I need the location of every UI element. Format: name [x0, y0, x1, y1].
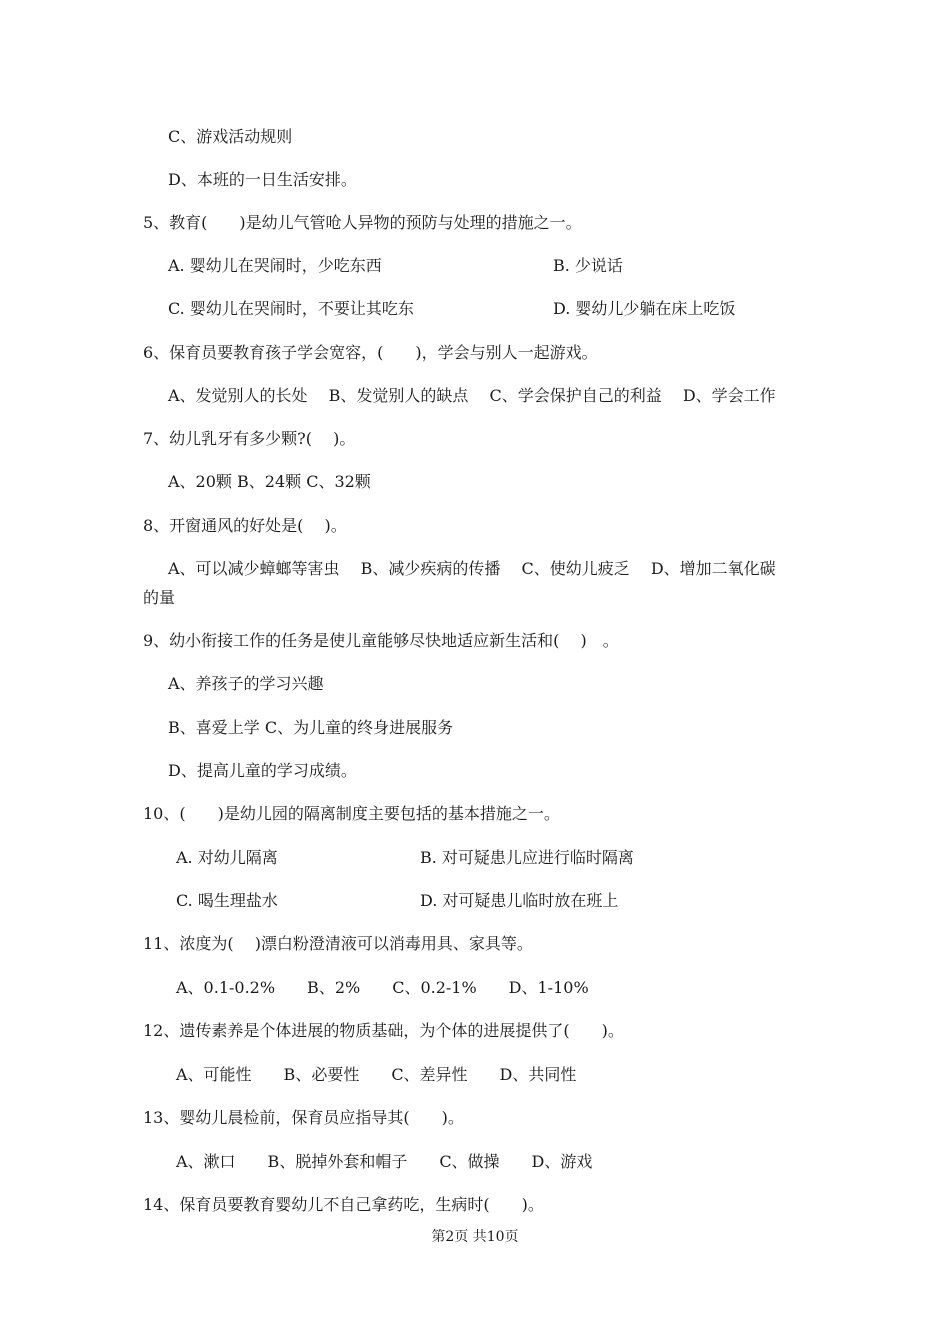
- question-14: 14、保育员要教育婴幼儿不自己拿药吃，生病时( )。: [143, 1195, 544, 1214]
- question-5: 5、教育( )是幼儿气管呛人异物的预防与处理的措施之一。: [143, 213, 582, 232]
- q7-options: A、20颗 B、24颗 C、32颗: [168, 472, 371, 491]
- q12-options: A、可能性 B、必要性 C、差异性 D、共同性: [176, 1065, 577, 1084]
- q5-option-c: C. 婴幼儿在哭闹时，不要让其吃东: [168, 299, 414, 318]
- q4-option-d: D、本班的一日生活安排。: [168, 170, 357, 189]
- q10-option-c: C. 喝生理盐水: [176, 891, 278, 910]
- q9-option-bc: B、喜爱上学 C、为儿童的终身进展服务: [168, 718, 454, 737]
- q6-options: A、发觉别人的长处 B、发觉别人的缺点 C、学会保护自己的利益 D、学会工作: [168, 386, 776, 405]
- q5-option-a: A. 婴幼儿在哭闹时，少吃东西: [168, 256, 382, 275]
- q5-option-b: B. 少说话: [553, 256, 623, 275]
- page-number-footer: 第2页 共10页: [431, 1229, 519, 1245]
- q5-option-d: D. 婴幼儿少躺在床上吃饭: [553, 299, 736, 318]
- question-6: 6、保育员要教育孩子学会宽容，( )，学会与别人一起游戏。: [143, 343, 598, 362]
- question-7: 7、幼儿乳牙有多少颗?( )。: [143, 429, 356, 448]
- question-11: 11、浓度为( )漂白粉澄清液可以消毒用具、家具等。: [143, 934, 533, 953]
- q10-option-d: D. 对可疑患儿临时放在班上: [420, 891, 619, 910]
- q13-options: A、漱口 B、脱掉外套和帽子 C、做操 D、游戏: [176, 1152, 593, 1171]
- q11-options: A、0.1-0.2% B、2% C、0.2-1% D、1-10%: [176, 978, 589, 997]
- question-10: 10、( )是幼儿园的隔离制度主要包括的基本措施之一。: [143, 804, 560, 823]
- question-8: 8、开窗通风的好处是( )。: [143, 516, 347, 535]
- q9-option-d: D、提高儿童的学习成绩。: [168, 761, 357, 780]
- q10-option-b: B. 对可疑患儿应进行临时隔离: [420, 848, 634, 867]
- question-9: 9、幼小衔接工作的任务是使儿童能够尽快地适应新生活和( ) 。: [143, 631, 619, 650]
- q8-options-wrap: 的量: [143, 588, 176, 607]
- question-12: 12、遗传素养是个体进展的物质基础，为个体的进展提供了( )。: [143, 1021, 624, 1040]
- q4-option-c: C、游戏活动规则: [168, 127, 293, 146]
- q8-options: A、可以减少蟑螂等害虫 B、减少疾病的传播 C、使幼儿疲乏 D、增加二氧化碳: [168, 559, 776, 578]
- question-13: 13、婴幼儿晨检前，保育员应指导其( )。: [143, 1108, 464, 1127]
- q10-option-a: A. 对幼儿隔离: [176, 848, 278, 867]
- q9-option-a: A、养孩子的学习兴趣: [168, 674, 324, 693]
